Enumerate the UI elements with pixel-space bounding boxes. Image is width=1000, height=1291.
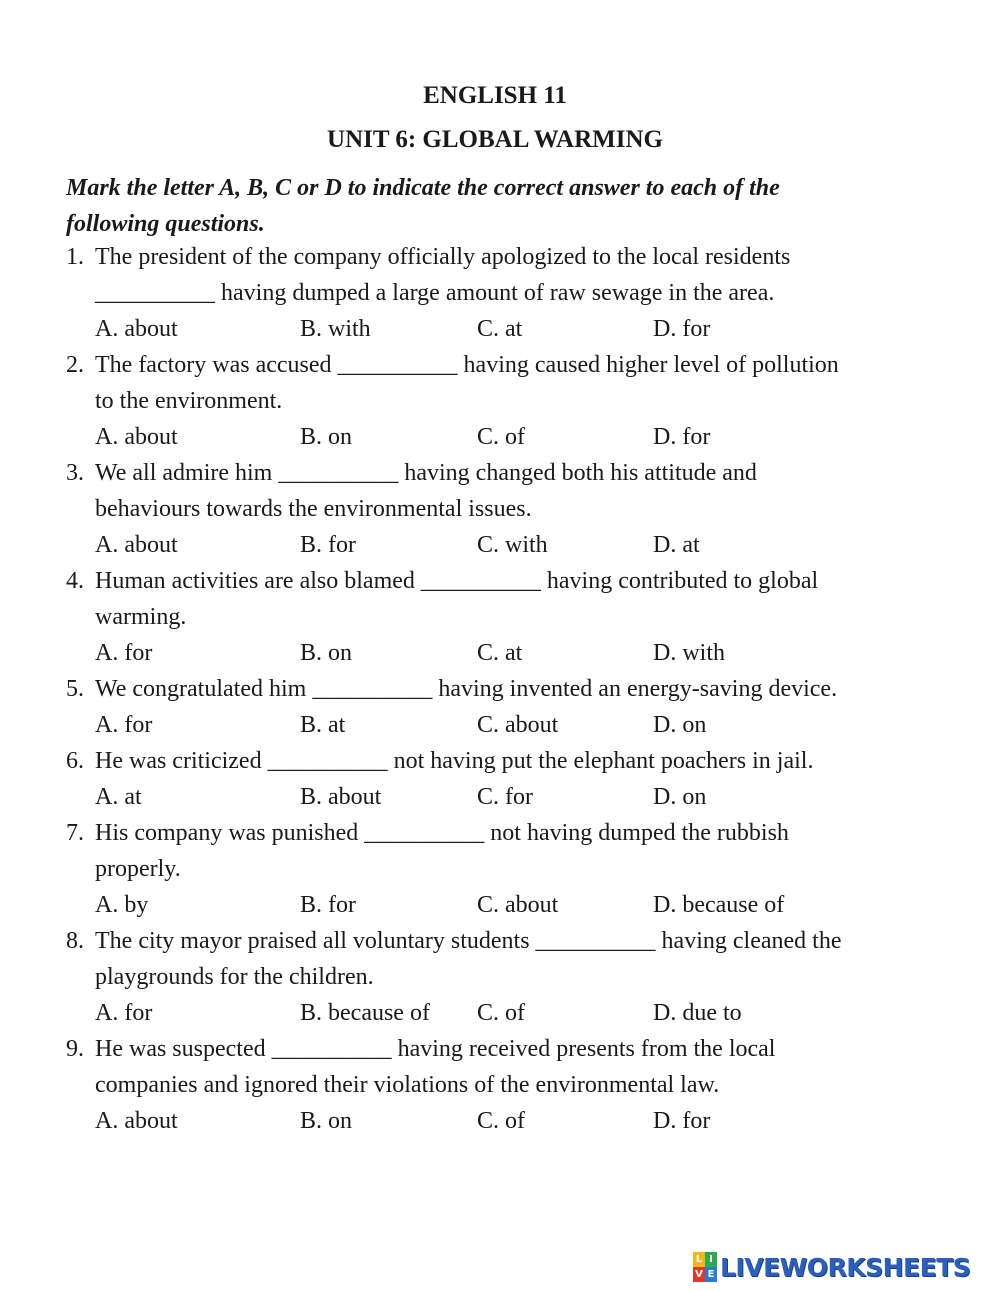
- option-a[interactable]: A. at: [95, 784, 142, 810]
- option-d[interactable]: D. at: [653, 532, 700, 558]
- instruction-text: [66, 170, 946, 242]
- question-text: His company was punished __________ not having dumped the rubbish: [95, 820, 789, 846]
- option-d[interactable]: D. with: [653, 640, 725, 666]
- option-c[interactable]: C. of: [477, 1000, 525, 1026]
- question-text: The president of the company officially apologized to the local residents: [95, 244, 791, 270]
- answer-options: [66, 887, 946, 923]
- question-text: The factory was accused __________ having caused higher level of pollution: [95, 352, 839, 378]
- option-a[interactable]: A. about: [95, 424, 178, 450]
- option-c[interactable]: C. at: [477, 316, 523, 342]
- option-d[interactable]: D. for: [653, 424, 711, 450]
- question-6: [66, 743, 946, 815]
- question-9: [66, 1031, 946, 1139]
- option-d[interactable]: D. for: [653, 316, 711, 342]
- option-c[interactable]: C. of: [477, 424, 525, 450]
- question-2: [66, 347, 946, 455]
- option-d[interactable]: D. due to: [653, 1000, 742, 1026]
- answer-options: [66, 635, 946, 671]
- option-d[interactable]: D. on: [653, 712, 707, 738]
- question-number: 9.: [66, 1036, 84, 1062]
- question-8: [66, 923, 946, 1031]
- option-b[interactable]: B. on: [300, 640, 353, 666]
- instruction-line-2: following questions.: [66, 211, 265, 237]
- answer-options: [66, 419, 946, 455]
- option-b[interactable]: B. on: [300, 1108, 353, 1134]
- question-number: 7.: [66, 820, 84, 846]
- question-number: 3.: [66, 460, 84, 486]
- question-text: He was suspected __________ having received presents from the local: [95, 1036, 776, 1062]
- option-a[interactable]: A. about: [95, 1108, 178, 1134]
- option-c[interactable]: C. with: [477, 532, 548, 558]
- option-b[interactable]: B. about: [300, 784, 382, 810]
- option-d[interactable]: D. because of: [653, 892, 785, 918]
- question-text: behaviours towards the environmental issues.: [95, 496, 532, 522]
- option-b[interactable]: B. because of: [300, 1000, 430, 1026]
- question-text: He was criticized __________ not having put the elephant poachers in jail.: [95, 748, 814, 774]
- unit-title: UNIT 6: GLOBAL WARMING: [327, 126, 663, 153]
- question-3: [66, 455, 946, 563]
- answer-options: [66, 311, 946, 347]
- question-number: 4.: [66, 568, 84, 594]
- option-a[interactable]: A. for: [95, 712, 153, 738]
- live-badge-icon: L I V E: [693, 1252, 717, 1282]
- option-d[interactable]: D. for: [653, 1108, 711, 1134]
- question-text: We all admire him __________ having changed both his attitude and: [95, 460, 757, 486]
- question-text: warming.: [95, 604, 187, 630]
- question-number: 2.: [66, 352, 84, 378]
- option-c[interactable]: C. at: [477, 640, 523, 666]
- option-b[interactable]: B. for: [300, 892, 356, 918]
- liveworksheets-logo: [693, 1248, 970, 1286]
- option-a[interactable]: A. about: [95, 316, 178, 342]
- document-title: ENGLISH 11: [423, 82, 567, 109]
- answer-options: [66, 995, 946, 1031]
- option-d[interactable]: D. on: [653, 784, 707, 810]
- option-c[interactable]: C. about: [477, 712, 559, 738]
- question-text: to the environment.: [95, 388, 283, 414]
- answer-options: [66, 779, 946, 815]
- question-text: The city mayor praised all voluntary students __________ having cleaned the: [95, 928, 842, 954]
- option-c[interactable]: C. about: [477, 892, 559, 918]
- answer-options: [66, 707, 946, 743]
- question-5: [66, 671, 946, 743]
- option-a[interactable]: A. for: [95, 1000, 153, 1026]
- answer-options: [66, 527, 946, 563]
- question-list: [66, 239, 946, 1139]
- option-b[interactable]: B. for: [300, 532, 356, 558]
- question-text: We congratulated him __________ having invented an energy-saving device.: [95, 676, 838, 702]
- option-a[interactable]: A. for: [95, 640, 153, 666]
- question-4: [66, 563, 946, 671]
- instruction-line-1: Mark the letter A, B, C or D to indicate the correct answer to each of the: [66, 175, 780, 201]
- option-b[interactable]: B. at: [300, 712, 346, 738]
- question-number: 8.: [66, 928, 84, 954]
- question-text: __________ having dumped a large amount of raw sewage in the area.: [95, 280, 775, 306]
- logo-text: LIVEWORKSHEETS: [720, 1252, 971, 1282]
- question-number: 5.: [66, 676, 84, 702]
- answer-options: [66, 1103, 946, 1139]
- question-text: Human activities are also blamed __________ having contributed to global: [95, 568, 819, 594]
- option-b[interactable]: B. on: [300, 424, 353, 450]
- option-b[interactable]: B. with: [300, 316, 371, 342]
- question-1: [66, 239, 946, 347]
- question-text: companies and ignored their violations of the environmental law.: [95, 1072, 720, 1098]
- question-text: properly.: [95, 856, 181, 882]
- question-text: playgrounds for the children.: [95, 964, 374, 990]
- option-a[interactable]: A. by: [95, 892, 149, 918]
- question-number: 1.: [66, 244, 84, 270]
- question-7: [66, 815, 946, 923]
- option-c[interactable]: C. for: [477, 784, 533, 810]
- option-a[interactable]: A. about: [95, 532, 178, 558]
- option-c[interactable]: C. of: [477, 1108, 525, 1134]
- question-number: 6.: [66, 748, 84, 774]
